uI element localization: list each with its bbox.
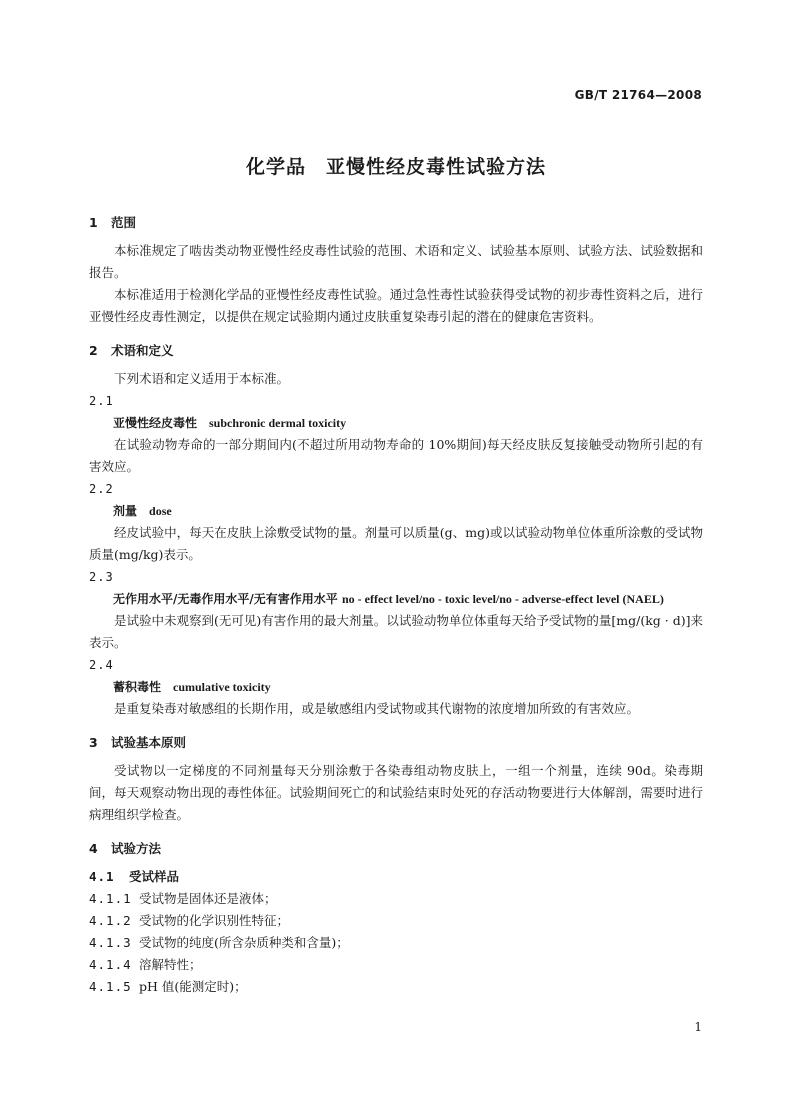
term-heading <box>89 500 703 522</box>
standard-number: GB/T 21764—2008 <box>574 88 702 102</box>
term-heading <box>89 588 703 610</box>
section-title: 范围 <box>111 215 137 230</box>
section-number: 2 <box>89 343 98 358</box>
item-number: 4.1.4 <box>89 957 132 972</box>
document-body <box>89 212 703 998</box>
term-definition: 经皮试验中，每天在皮肤上涂敷受试物的量。剂量可以质量(g、mg)或以试验动物单位体重所涂敷的受试物质量(mg/kg)表示。 <box>89 525 703 562</box>
term-zh: 剂量 <box>113 504 138 518</box>
item-text: pH 值(能测定时)； <box>139 979 247 994</box>
term-zh: 无作用水平/无毒作用水平/无有害作用水平 <box>113 592 338 606</box>
term-en: subchronic dermal toxicity <box>209 416 347 430</box>
section-title: 试验基本原则 <box>111 735 187 750</box>
section-number: 1 <box>89 215 98 230</box>
paragraph: 本标准适用于检测化学品的亚慢性经皮毒性试验。通过急性毒性试验获得受试物的初步毒性资料之后，进行亚慢性经皮毒性测定，以提供在规定试验期内通过皮肤重复染毒引起的潜在的健康危害资料。 <box>89 287 703 324</box>
section-heading <box>89 340 703 362</box>
list-item <box>89 888 703 910</box>
section-title: 试验方法 <box>111 841 162 856</box>
item-text: 受试物是固体还是液体； <box>139 891 277 906</box>
term-zh: 亚慢性经皮毒性 <box>113 416 198 430</box>
paragraph: 受试物以一定梯度的不同剂量每天分别涂敷于各染毒组动物皮肤上，一组一个剂量，连续 90d。染毒期间，每天观察动物出现的毒性体征。试验期间死亡的和试验结束时处死的存活动物要进行大体解剖，需要时进行病理组织学检查。 <box>89 763 703 822</box>
page-number: 1 <box>694 1020 702 1034</box>
page-title: 化学品 亚慢性经皮毒性试验方法 <box>245 156 546 178</box>
item-number: 4.1.5 <box>89 979 132 994</box>
section-heading <box>89 838 703 860</box>
paragraph: 本标准规定了啮齿类动物亚慢性经皮毒性试验的范围、术语和定义、试验基本原则、试验方法、试验数据和报告。 <box>89 243 703 280</box>
item-number: 4.1.1 <box>89 891 132 906</box>
term-zh: 蓄积毒性 <box>113 680 162 694</box>
item-number: 4.1.3 <box>89 935 132 950</box>
section-title: 术语和定义 <box>111 343 174 358</box>
item-text: 受试物的化学识别性特征； <box>139 913 290 928</box>
subsection-title: 受试样品 <box>129 869 180 884</box>
term-heading <box>89 412 703 434</box>
paragraph: 下列术语和定义适用于本标准。 <box>114 371 290 386</box>
section-number: 3 <box>89 735 98 750</box>
term-definition: 是试验中未观察到(无可见)有害作用的最大剂量。以试验动物单位体重每天给予受试物的量[mg/(kg · d)]来表示。 <box>89 613 703 650</box>
term-en: dose <box>149 504 172 518</box>
item-number: 4.1.2 <box>89 913 132 928</box>
term-definition: 在试验动物寿命的一部分期间内(不超过所用动物寿命的 10%期间)每天经皮肤反复接触受动物所引起的有害效应。 <box>89 437 703 474</box>
section-number: 4 <box>89 841 98 856</box>
item-text: 溶解特性； <box>139 957 202 972</box>
term-number: 2.4 <box>89 658 114 672</box>
item-text: 受试物的纯度(所含杂质种类和含量)； <box>139 935 349 950</box>
term-heading <box>89 676 703 698</box>
list-item <box>89 910 703 932</box>
term-definition: 是重复染毒对敏感组的长期作用，或是敏感组内受试物或其代谢物的浓度增加所致的有害效应。 <box>114 701 640 716</box>
term-number: 2.1 <box>89 394 114 408</box>
list-item <box>89 976 703 998</box>
term-en: no - effect level/no - toxic level/no - adverse-effect level (NAEL) <box>341 592 664 606</box>
subsection-heading <box>89 866 703 888</box>
section-heading <box>89 732 703 754</box>
subsection-number: 4.1 <box>89 869 115 884</box>
list-item <box>89 954 703 976</box>
list-item <box>89 932 703 954</box>
term-number: 2.2 <box>89 482 114 496</box>
term-number: 2.3 <box>89 570 114 584</box>
section-heading <box>89 212 703 234</box>
term-en: cumulative toxicity <box>173 680 271 694</box>
